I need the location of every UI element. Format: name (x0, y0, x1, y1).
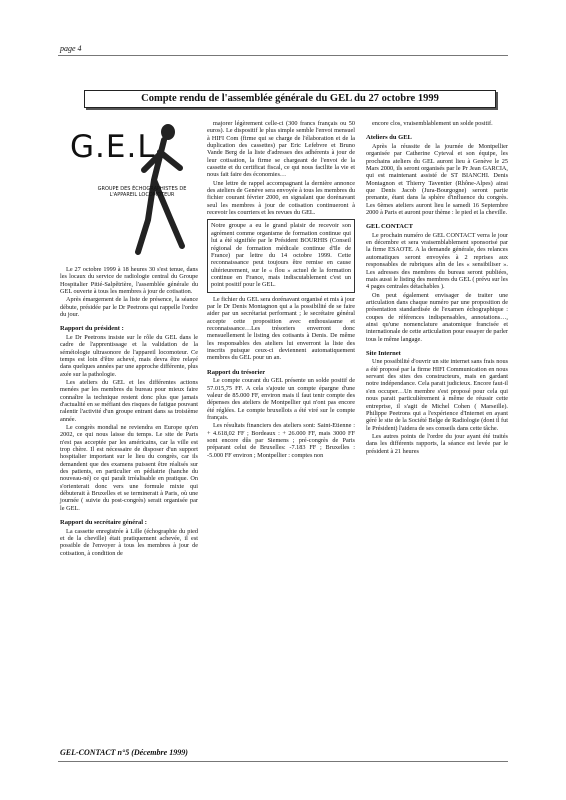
highlight-box (207, 219, 355, 292)
bottom-rule (58, 761, 508, 762)
page-number: page 4 (60, 44, 82, 53)
section-heading: Rapport du secrétaire général : (60, 519, 147, 527)
column-2 (207, 120, 355, 460)
gel-logo (60, 120, 198, 260)
logo-subtitle: GROUPE DES ÉCHOGRAPHISTES DE L'APPAREIL LOCOMOTEUR (97, 186, 187, 198)
section-heading: Ateliers du GEL (366, 134, 412, 142)
section-heading: Site Internet (366, 349, 401, 357)
paragraph: Le prochain numéro de GEL CONTACT verra le jour en décembre et sera vraisemblablement sponsorisé par la firme ESAOTE. A la demande générale, des relances automatiques seront envoyées à 2 reprises aux responsables de rubriques afin de les « sensibiliser ». Les adresses des membres du bureau seront publiées, mais aussi le listing des membres du GEL ( prévu sur les 4 pages centrales détachables ). (366, 231, 508, 291)
column-1 (60, 120, 198, 558)
paragraph: Les résultats financiers des ateliers sont: Saint-Etienne : + 4.618,02 FF ; Bordeaux : + 26.000 FF, mais 3000 FF sont encore dûs par Siemens ; pré-congrès de Paris préparant celui de Bruxelles: -7.183 FF ; Bruxelles : -5.000 FF environ ; Montpellier : comptes non (207, 422, 355, 459)
section-heading: GEL CONTACT (366, 223, 414, 231)
paragraph: Le congrès mondial ne reviendra en Europe qu'en 2002, ce qui nous laisse du temps. Le site de Paris n'est pas acceptée par les américains, car la ville est trop chère. Il est nécessaire de disposer d'un support hospitalier important sur le lieu du congrès, car ils demandent que des examens puissent être réalisés sur des patients, en particulier en pédiatrie (hanche du nouveau-né) ce qui paraît irréalisable en pratique. On s'orienterait donc vers une formule mixte qui débuterait à Bruxelles et se terminerait à Paris, où une journée ( suivie du post-congrès) serait organisée par le GEL. (60, 424, 198, 512)
top-rule (58, 55, 508, 56)
footer-label: GEL-CONTACT n°5 (Décembre 1999) (60, 748, 188, 757)
paragraph: Le fichier du GEL sera dorénavant organisé et mis à jour par le Dr Denis Montagnon qui a la possibilité de se faire aider par un secrétariat performant ; le secrétaire général accepte cette proposition avec enthousiasme et reconnaissance…Les trésoriers enverront donc mensuellement le listing des cotisants à Denis. De même les responsables des ateliers lui enverront la liste des inscrits puisque ceux-ci deviennent automatiquement membres du GEL pour un an. (207, 295, 355, 362)
paragraph: Les autres points de l'ordre du jour ayant été traités dans les différents rapports, la séance est levée par le président à 21 heures (366, 432, 508, 455)
section-heading: Rapport du trésorier (207, 368, 266, 376)
paragraph: Les ateliers du GEL et les différentes actions menées par les membres du bureau pour mieux faire connaître la technique restent donc plus que jamais d'actualité en se méfiant des risques de fatigue pouvant ralentir l'activité d'un groupe entrant dans sa troisième année. (60, 378, 198, 423)
paragraph: Une possibilité d'ouvrir un site internet sans frais nous a été proposé par la firme HIFI Communication en nous servant des sites des constructeurs, mais en gardant notre indépendance. Cela parait judicieux. Encore faut-il s'en occuper…Un membre s'est proposé pour cela qui nous parait particulièrement à même de réussir cette entreprise, il s'agit de Michel Cohen ( Marseille). Philippe Peetrons qui a l'expérience d'Internet en ayant géré le site de la Société Belge de Radiologie (dont il fut le Président) l'aidera de ses conseils dans cette tâche. (366, 358, 508, 432)
paragraph: Une lettre de rappel accompagnant la dernière annonce des ateliers de Genève sera envoyée à tous les membres du fichier courant février 2000, en signalant que dorénavant seul les membres à jour de cotisation continueront à recevoir les courriers et les revues du GEL. (207, 179, 355, 217)
section-heading: Rapport du président : (60, 325, 124, 333)
paragraph: On peut également envisager de traiter une articulation dans chaque numéro par une proposition de présentation standardisée de l'examen échographique : coupes de références indispensables, annotations…, ainsi qu'une nomenclature anatomique francisée et internationale de cette articulation pour essayer de parler tous le même langage. (366, 291, 508, 343)
paragraph: Le 27 octobre 1999 à 18 heures 30 s'est tenue, dans les locaux du service de radiologie central du Groupe Hospitalier Pitié-Salpêtrière, l'assemblée générale du GEL ouverte à tous les membres à jour de cotisation. (60, 266, 198, 296)
paragraph: Le compte courant du GEL présente un solde positif de 57.015,75 FF. A cela s'ajoute un compte épargne d'une valeur de 85.000 FF, environ mais il faut tenir compte des dépenses des ateliers de Montpellier qui n'ont pas encore été réglées. Le compte bruxellois a été viré sur le compte français. (207, 377, 355, 421)
column-3 (366, 120, 508, 456)
logo-letters: G.E.L (70, 129, 156, 165)
paragraph: encore clos, vraisemblablement un solde positif. (372, 120, 493, 127)
paragraph: Après émargement de la liste de présence, la séance débute, présidée par le Dr Peetrons qui rappelle l'ordre du jour. (60, 296, 198, 319)
paragraph: Le Dr Peetrons insiste sur le rôle du GEL dans le cadre de l'apprentissage et la validation de la séméiologie ultrasonore de l'appareil locomoteur. Ce temps est loin d'être achevé, mais devra être relayé dans quelques années par une approche différente, plus axée sur la pathologie. (60, 333, 198, 378)
paragraph: Notre groupe a eu le grand plaisir de recevoir son agrément comme organisme de formation continue qui lui a été signifiée par le Président BOURHIS (Conseil régional de formation médicale continue d'Ile de France) par lettre du 14 octobre 1999. Cette reconnaissance peut toujours être remise en cause ultérieurement, sur le « flou » actuel de la formation continue en France, mais indiscutablement c'est un point positif pour le GEL. (211, 222, 351, 289)
article-title: Compte rendu de l'assemblée générale du GEL du 27 octobre 1999 (84, 90, 496, 108)
paragraph: La cassette enregistrée à Lille (échographie du pied et de la cheville) était pratiquement achevée, il est possible de l'envoyer à tous les membres à jour de cotisation, à condition de (60, 527, 198, 557)
paragraph: Après la réussite de la journée de Montpellier organisée par Catherine Cyteval et son équipe, les prochains ateliers du GEL auront lieu à Genève le 25 Mars 2000, ils seront organisés par le Pr Jean GARCIA, qui est maintenant assisté de ST BIANCHI. Denis Montagnon et Thierry Taventier (Rhône-Alpes) ainsi que Denis Jacob (Jura-Bourgogne) seront partie prenante, étant dans la sphère d'influence du congrès. Les 6èmes ateliers auront lieu le samedi 16 Septembre 2000 à Paris et auront pour thème : le pied et la cheville. (366, 142, 508, 216)
paragraph: majorer légèrement celle-ci (300 francs français ou 50 euros). Le dispositif le plus simple semble l'envoi mensuel à HIFI Com (firme qui se charge de l'élaboration et de la duplication des cassettes) par Eric Lefebvre et Bruno Vande Berg de la liste d'adresses des adhérents à jour de leur cotisation, la firme se chargeant de l'envoi de la cassette et du certificat fiscal, ce qui nous facilite la vie et nous fait faire des économies… (207, 120, 355, 179)
